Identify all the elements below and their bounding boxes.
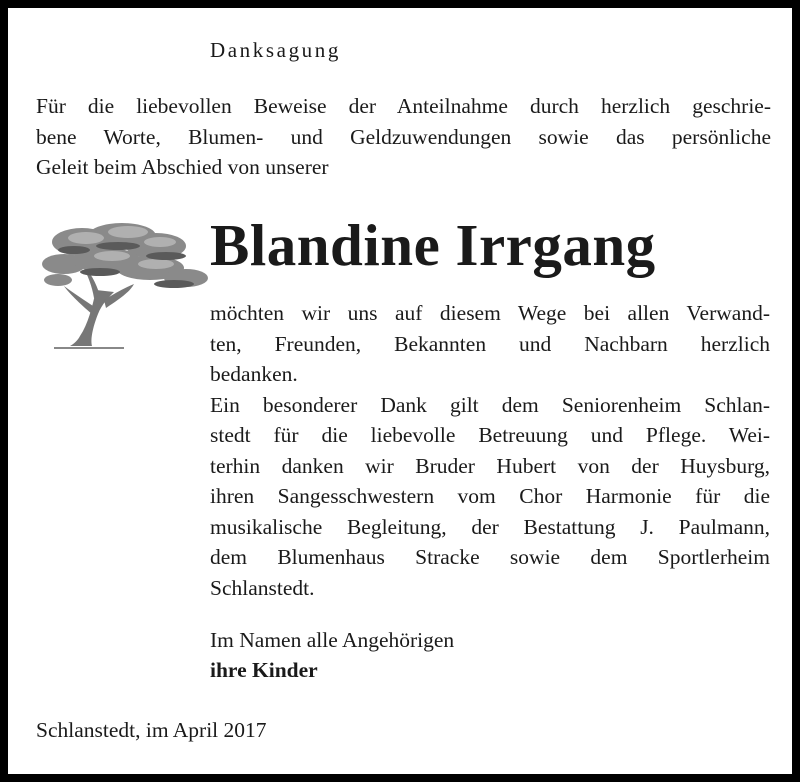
body-line: stedt für die liebevolle Betreuung und Pflege. Wei- xyxy=(210,423,770,447)
signature-line: Im Namen alle Angehörigen xyxy=(210,628,455,652)
body-line: Ein besonderer Dank gilt dem Seniorenheim Schlan- xyxy=(210,392,770,417)
body-paragraph xyxy=(210,298,770,603)
obituary-card xyxy=(8,8,792,774)
intro-line: Geleit beim Abschied von unserer xyxy=(36,155,329,179)
tree-icon xyxy=(34,212,210,352)
place-date: Schlanstedt, im April 2017 xyxy=(36,718,267,742)
body-line: Schlanstedt. xyxy=(210,575,315,600)
intro-line: bene Worte, Blumen- und Geldzuwendungen sowie das persönliche xyxy=(36,124,771,149)
body-line: musikalische Begleitung, der Bestattung J. Paulmann, xyxy=(210,514,770,539)
body-line: möchten wir uns auf diesem Wege bei allen Verwand- xyxy=(210,301,770,325)
body-line: ten, Freunden, Bekannten und Nachbarn herzlich xyxy=(210,331,770,356)
signature-name: ihre Kinder xyxy=(210,658,318,682)
heading: Danksagung xyxy=(210,38,341,62)
body-line: dem Blumenhaus Stracke sowie dem Sportlerheim xyxy=(210,545,770,569)
intro-paragraph xyxy=(36,91,771,183)
body-line: terhin danken wir Bruder Hubert von der Huysburg, xyxy=(210,453,770,478)
body-line: bedanken. xyxy=(210,362,298,386)
deceased-name: Blandine Irrgang xyxy=(210,212,656,278)
body-line: ihren Sangesschwestern vom Chor Harmonie für die xyxy=(210,484,770,508)
signature-block xyxy=(210,625,454,685)
intro-line: Für die liebevollen Beweise der Anteilnahme durch herzlich geschrie- xyxy=(36,94,771,118)
